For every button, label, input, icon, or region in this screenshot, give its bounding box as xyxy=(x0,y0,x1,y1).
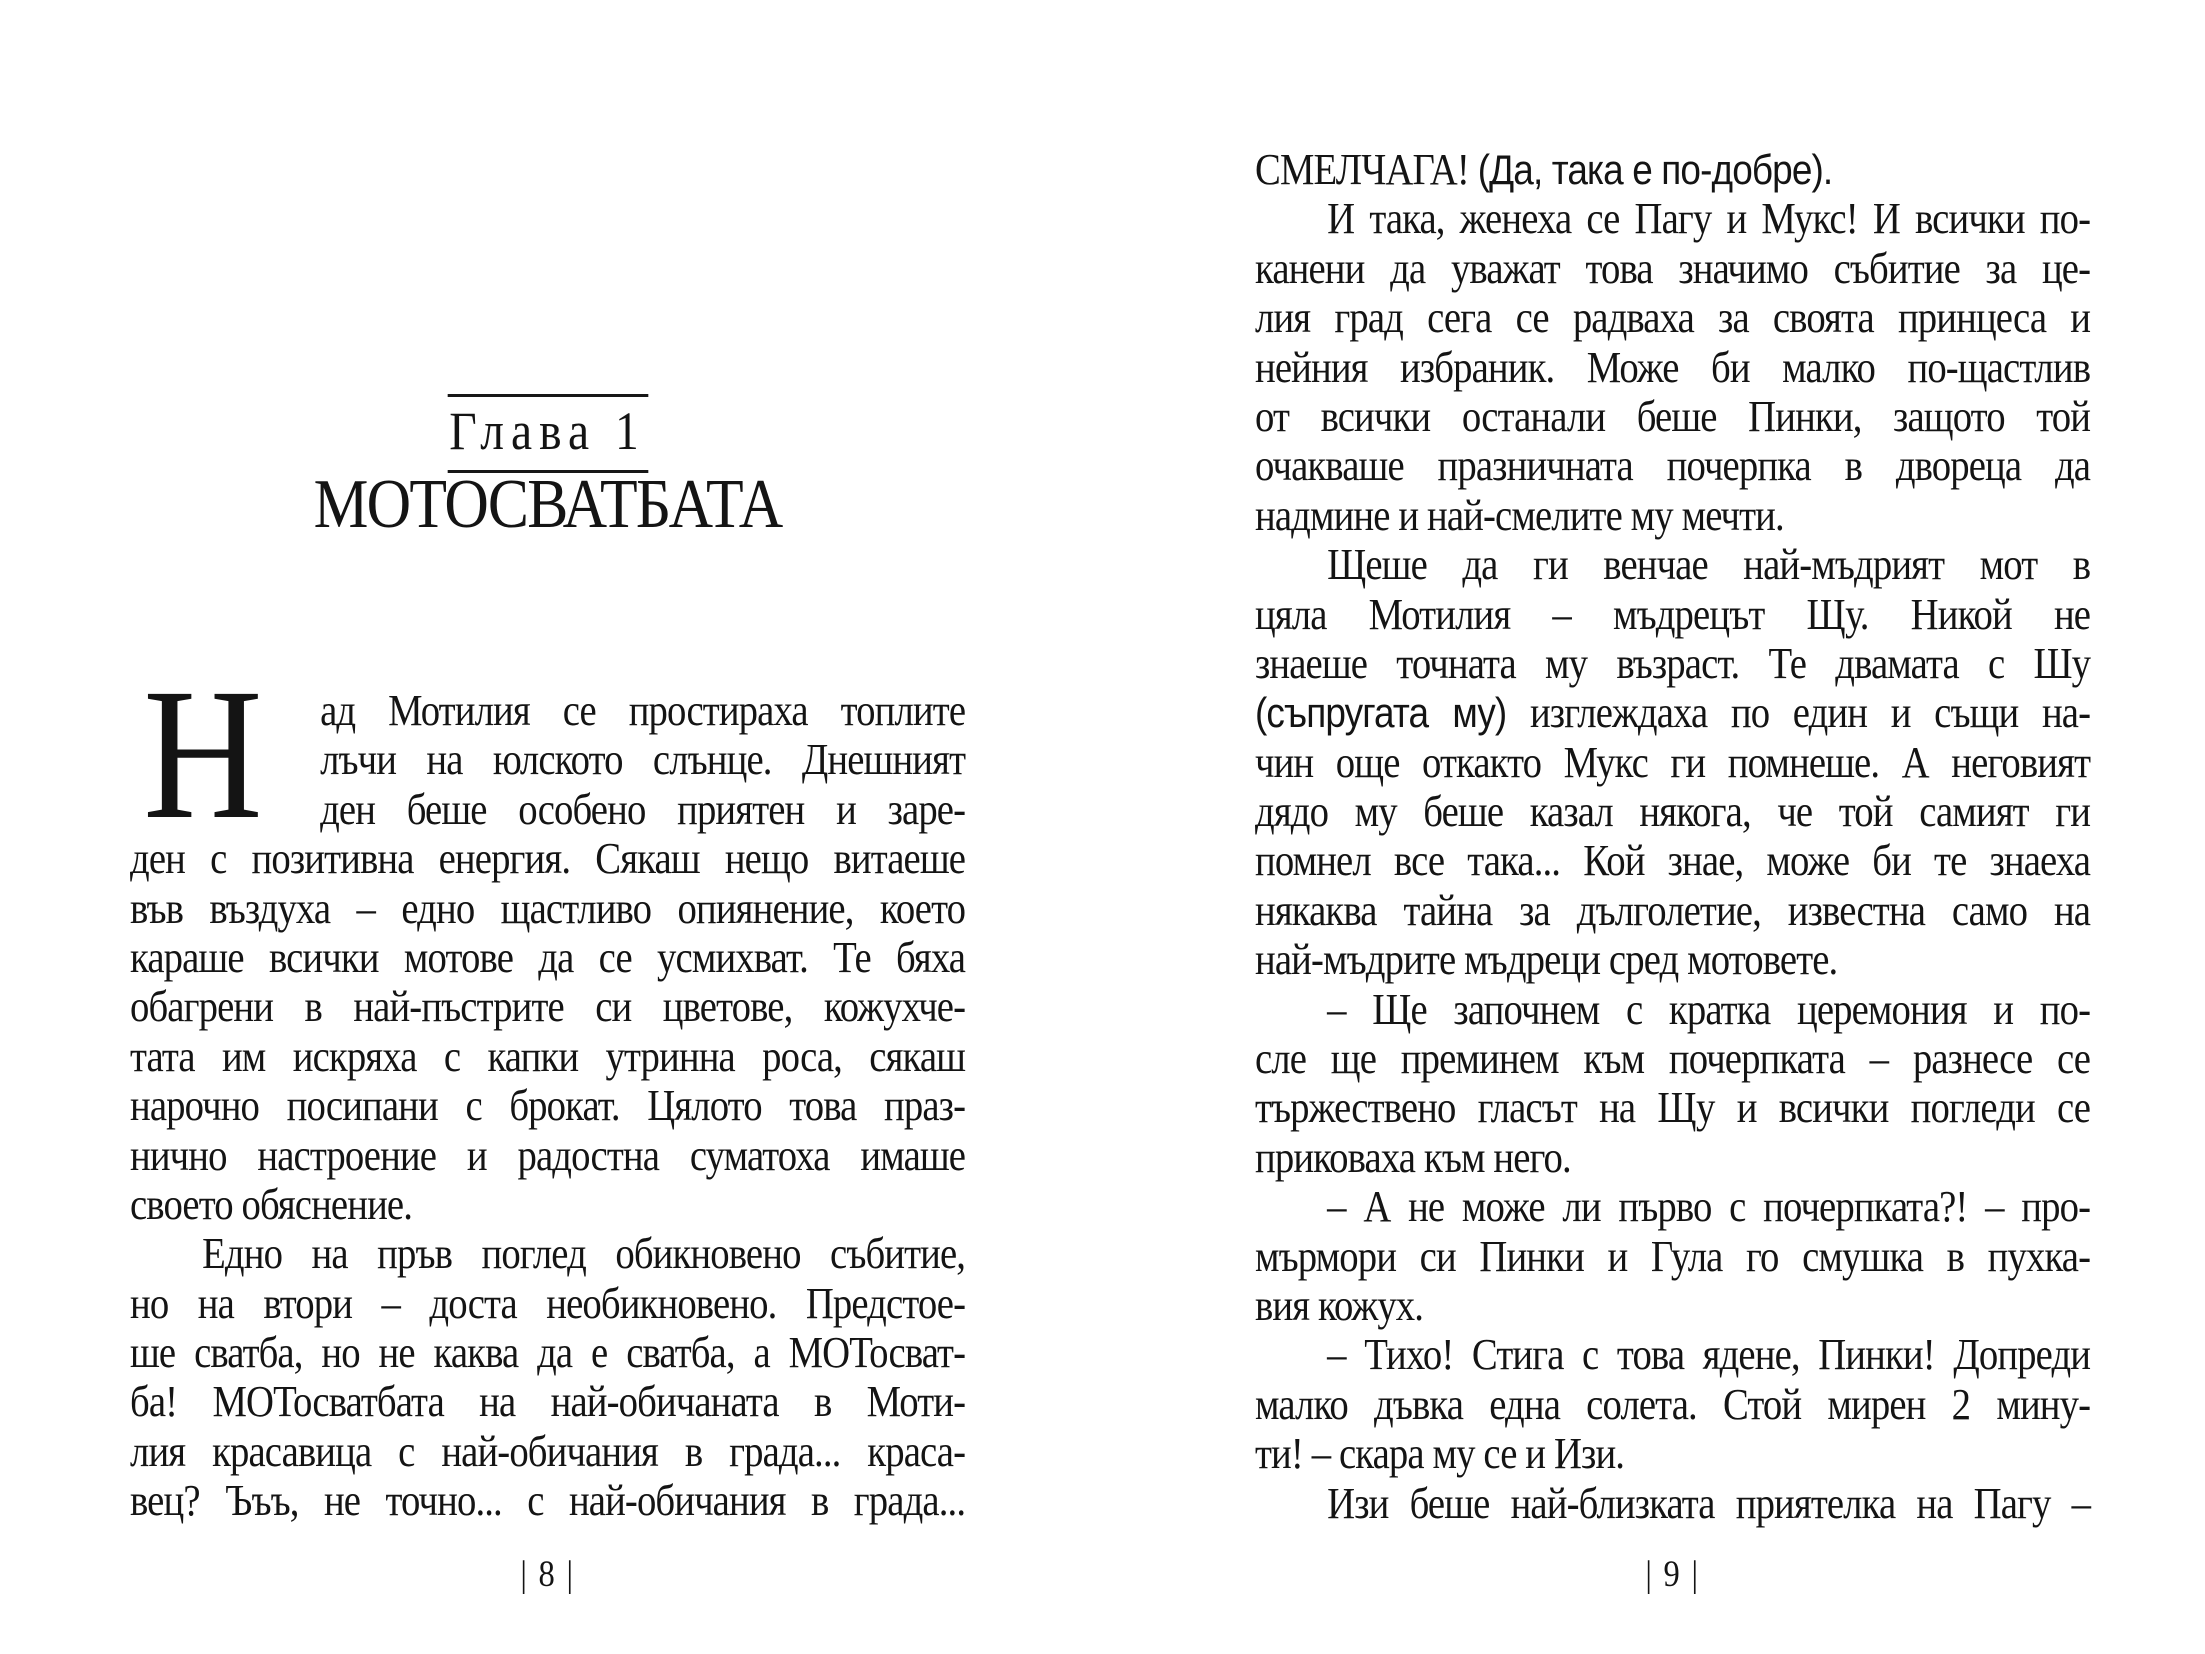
page-left-text xyxy=(130,686,965,1526)
serif-text: вия кожух. xyxy=(1255,1280,1424,1330)
text-line xyxy=(130,1328,965,1377)
text-line xyxy=(1255,1232,2090,1281)
text-line xyxy=(1255,343,2090,392)
serif-text: тата им искряха с капки утринна роса, сякаш xyxy=(130,1031,966,1081)
serif-text: обагрени в най-пъстрите си цветове, кожухче- xyxy=(130,982,966,1032)
chapter-number: Глава 1 xyxy=(449,401,646,461)
text-line xyxy=(1255,1182,2090,1231)
text-line xyxy=(1255,738,2090,787)
serif-text: във въздуха – едно щастливо опиянение, което xyxy=(130,883,966,933)
chapter-title: МОТОСВАТБАТА xyxy=(313,466,782,543)
serif-text: лия красавица с най-обичания в града... краса- xyxy=(130,1426,966,1476)
text-line xyxy=(130,735,965,784)
serif-text: цяла Мотилия – мъдрецът Щу. Никой не xyxy=(1255,589,2091,639)
serif-text: тържествено гласът на Щу и всички погледи се xyxy=(1255,1083,2091,1133)
text-line xyxy=(130,834,965,883)
drop-cap: Н xyxy=(143,649,263,858)
page-right xyxy=(1255,0,2090,1654)
text-line xyxy=(130,933,965,982)
text-line xyxy=(1255,935,2090,984)
serif-text: ад Мотилия се простираха топлите xyxy=(320,686,966,735)
serif-text: караше всички мотове да се усмихват. Те бяха xyxy=(130,932,966,982)
serif-text: приковаха към него. xyxy=(1255,1132,1571,1182)
text-line xyxy=(1255,244,2090,293)
text-line xyxy=(130,1081,965,1130)
serif-text: нарочно посипани с брокат. Цялото това праз- xyxy=(130,1081,966,1131)
serif-text: И така, женеха се Пагу и Мукс! И всички по- xyxy=(1327,194,2091,244)
serif-text: – Тихо! Стига с това ядене, Пинки! Допреди xyxy=(1327,1330,2091,1380)
serif-text: сле ще преминем към почерпката – разнесе се xyxy=(1255,1034,2091,1084)
text-line xyxy=(1255,985,2090,1034)
serif-text: изглеждаха по един и същи на- xyxy=(1506,688,2091,738)
serif-text: мърмори си Пинки и Гула го смушка в пухка- xyxy=(1255,1231,2091,1281)
text-line xyxy=(130,1131,965,1180)
text-line xyxy=(1255,1429,2090,1478)
serif-text: – Ще започнем с кратка церемония и по- xyxy=(1327,984,2091,1034)
serif-text: от всички останали беше Пинки, защото той xyxy=(1255,391,2091,441)
serif-text: нейния избраник. Може би малко по-щастлив xyxy=(1255,342,2091,392)
text-line xyxy=(1255,1083,2090,1132)
text-line xyxy=(130,686,965,735)
serif-text: лъчи на юлското слънце. Днешният xyxy=(320,735,966,785)
text-line xyxy=(1255,639,2090,688)
page-left xyxy=(130,0,965,1654)
serif-text: вец? Ъъъ, не точно... с най-обичания в града... xyxy=(130,1476,966,1526)
text-line xyxy=(130,1377,965,1426)
serif-text: дядо му беше казал някога, че той самият ги xyxy=(1255,787,2091,837)
serif-text: нично настроение и радостна суматоха имаше xyxy=(130,1130,966,1180)
serif-text: Щеше да ги венчае най-мъдрият мот в xyxy=(1327,540,2091,590)
text-line xyxy=(130,1427,965,1476)
page-number-right: | 9 | xyxy=(1645,1554,1700,1595)
text-line xyxy=(1255,1479,2090,1528)
page-number-left: | 8 | xyxy=(520,1554,575,1595)
sans-emphasis-text: (Да, така е по-добре). xyxy=(1477,146,1833,193)
text-line xyxy=(1255,1330,2090,1379)
serif-text: малко дъвка една солета. Стой мирен 2 мину- xyxy=(1255,1379,2091,1429)
text-line xyxy=(1255,540,2090,589)
serif-text: знаеше точната му възраст. Те двамата с Шу xyxy=(1255,638,2091,688)
text-line xyxy=(130,1032,965,1081)
text-line xyxy=(1255,1034,2090,1083)
text-line xyxy=(1255,1133,2090,1182)
chapter-rule-top xyxy=(447,394,648,397)
text-line xyxy=(130,1229,965,1278)
text-line xyxy=(1255,688,2090,737)
serif-text: ден с позитивна енергия. Сякаш нещо витаеше xyxy=(130,834,966,884)
text-line xyxy=(1255,1380,2090,1429)
serif-text: Едно на пръв поглед обикновено събитие, xyxy=(202,1229,966,1279)
text-line xyxy=(130,1180,965,1229)
text-line xyxy=(1255,491,2090,540)
serif-text: канени да уважат това значимо събитие за це- xyxy=(1255,243,2091,293)
text-line xyxy=(1255,590,2090,639)
text-line xyxy=(130,785,965,834)
serif-text: ба! МОТосватбата на най-обичаната в Моти- xyxy=(130,1377,966,1427)
serif-text: Изи беше най-близката приятелка на Пагу – xyxy=(1327,1478,2091,1528)
serif-text: ти! – скара му се и Изи. xyxy=(1255,1429,1625,1479)
serif-text: – А не може ли първо с почерпката?! – про- xyxy=(1327,1182,2091,1232)
serif-text: ше сватба, но не каква да е сватба, а МОТосват- xyxy=(130,1328,966,1378)
text-line xyxy=(1255,293,2090,342)
sans-emphasis-text: (съпругата му) xyxy=(1255,689,1507,737)
text-line xyxy=(1255,441,2090,490)
serif-text: някаква тайна за дълголетие, известна само на xyxy=(1255,885,2091,935)
serif-text: най-мъдрите мъдреци сред мотовете. xyxy=(1255,935,1838,985)
serif-text: чин още откакто Мукс ги помнеше. А неговият xyxy=(1255,737,2091,787)
text-line xyxy=(130,1476,965,1525)
page-right-text xyxy=(1255,145,2090,1528)
text-line xyxy=(1255,787,2090,836)
text-line xyxy=(1255,836,2090,885)
text-line xyxy=(1255,1281,2090,1330)
serif-text: своето обяснение. xyxy=(130,1179,413,1229)
serif-text: но на втори – доста необикновено. Предстое- xyxy=(130,1278,966,1328)
text-line xyxy=(1255,145,2090,194)
serif-text: очакваше празничната почерпка в двореца да xyxy=(1255,441,2091,491)
text-line xyxy=(1255,886,2090,935)
serif-text: лия град сега се радваха за своята принцеса и xyxy=(1255,293,2091,343)
text-line xyxy=(130,1279,965,1328)
serif-text: СМЕЛЧАГА! xyxy=(1255,145,1478,194)
serif-text: надмине и най-смелите му мечти. xyxy=(1255,490,1784,540)
text-line xyxy=(1255,194,2090,243)
serif-text: ден беше особено приятен и заре- xyxy=(320,784,966,834)
text-line xyxy=(130,884,965,933)
text-line xyxy=(1255,392,2090,441)
serif-text: помнел все така... Кой знае, може би те знаеха xyxy=(1255,836,2091,886)
text-line xyxy=(130,982,965,1031)
